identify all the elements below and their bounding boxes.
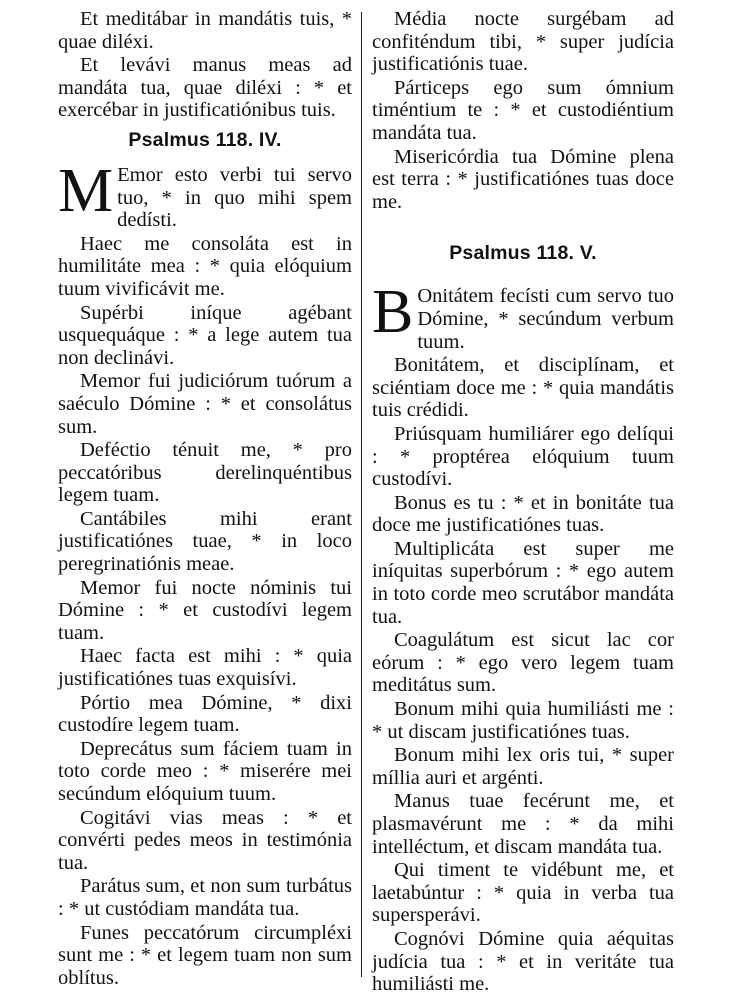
verse: Parátus sum, et non sum turbátus : * ut custódiam mandáta tua. — [58, 875, 352, 920]
opening-text: Onitátem fecísti cum servo tuo Dómine, * secúndum verbum tuum. — [417, 285, 674, 353]
psalm-opening-verse — [372, 278, 674, 353]
verse: Bonus es tu : * et in bonitáte tua doce me justificatiónes tuas. — [372, 491, 674, 537]
verse: Et meditábar in mandátis tuis, * quae diléxi. — [58, 8, 352, 53]
verse: Média nocte surgébam ad confiténdum tibi, * super judícia justificatiónis tuae. — [372, 8, 674, 76]
psalm-opening-verse — [58, 156, 352, 232]
drop-cap-initial: B — [372, 278, 414, 347]
verse: Funes peccatórum circumpléxi sunt me : * et legem tuam non sum oblítus. — [58, 921, 352, 989]
verse: Párticeps ego sum ómnium timéntium te : * et custodiéntium mandáta tua. — [372, 76, 674, 144]
verse: Bonitátem, et disciplínam, et sciéntiam doce me : * quia mandátis tuis crédidi. — [372, 354, 674, 422]
verse: Memor fui judiciórum tuórum a saéculo Dómine : * et consolátus sum. — [58, 370, 352, 438]
verse: Bonum mihi quia humiliásti me : * ut discam justificatiónes tuas. — [372, 698, 674, 743]
verse: Multiplicáta est super me iníquitas superbórum : * ego autem in toto corde meo scrutábor mandáta tua. — [372, 537, 674, 628]
verse: Haec facta est mihi : * quia justificatiónes tuas exquisívi. — [58, 645, 352, 691]
verse: Et levávi manus meas ad mandáta tua, quae diléxi : * et exercébar in justificatiónibus tuis. — [58, 54, 352, 122]
verse: Cogitávi vias meas : * et convérti pedes meos in testimónia tua. — [58, 806, 352, 874]
psalm-heading: Psalmus 118. V. — [449, 242, 597, 265]
verse: Memor fui nocte nóminis tui Dómine : * et custodívi legem tuam. — [58, 576, 352, 644]
verse: Qui timent te vidébunt me, et laetabúntur : * quia in verba tua supersperávi. — [372, 859, 674, 927]
column-divider — [361, 12, 362, 977]
verse: Cantábiles mihi erant justificatiónes tuae, * in loco peregrinatiónis meae. — [58, 507, 352, 576]
verse: Cognóvi Dómine quia aéquitas judícia tua : * et in veritáte tua humiliásti me. — [372, 927, 674, 996]
left-column — [58, 8, 352, 990]
verse: Misericórdia tua Dómine plena est terra : * justificatiónes tuas doce me. — [372, 145, 674, 213]
opening-text: Emor esto verbi tui servo tuo, * in quo mihi spem dedísti. — [117, 163, 352, 232]
verse: Manus tuae fecérunt me, et plasmavérunt me : * da mihi intelléctum, et discam mandáta tua. — [372, 790, 674, 858]
right-column — [372, 8, 674, 997]
verse: Supérbi iníque agébant usquequáque : * a lege autem tua non declinávi. — [58, 301, 352, 369]
verse: Deféctio ténuit me, * pro peccatóribus derelinquéntibus legem tuam. — [58, 439, 352, 507]
verse: Haec me consoláta est in humilitáte mea : * quia elóquium tuum vivificávit me. — [58, 232, 352, 300]
verse: Deprecátus sum fáciem tuam in toto corde meo : * miserére mei secúndum elóquium tuum. — [58, 737, 352, 805]
verse: Priúsquam humiliárer ego delíqui : * proptérea elóquium tuum custodívi. — [372, 422, 674, 491]
drop-cap-initial: M — [58, 156, 114, 225]
verse: Bonum mihi lex oris tui, * super míllia auri et argénti. — [372, 744, 674, 789]
verse: Coagulátum est sicut lac cor eórum : * ego vero legem tuam meditátus sum. — [372, 629, 674, 697]
verse: Pórtio mea Dómine, * dixi custodíre legem tuam. — [58, 691, 352, 737]
psalm-heading: Psalmus 118. IV. — [128, 128, 282, 151]
